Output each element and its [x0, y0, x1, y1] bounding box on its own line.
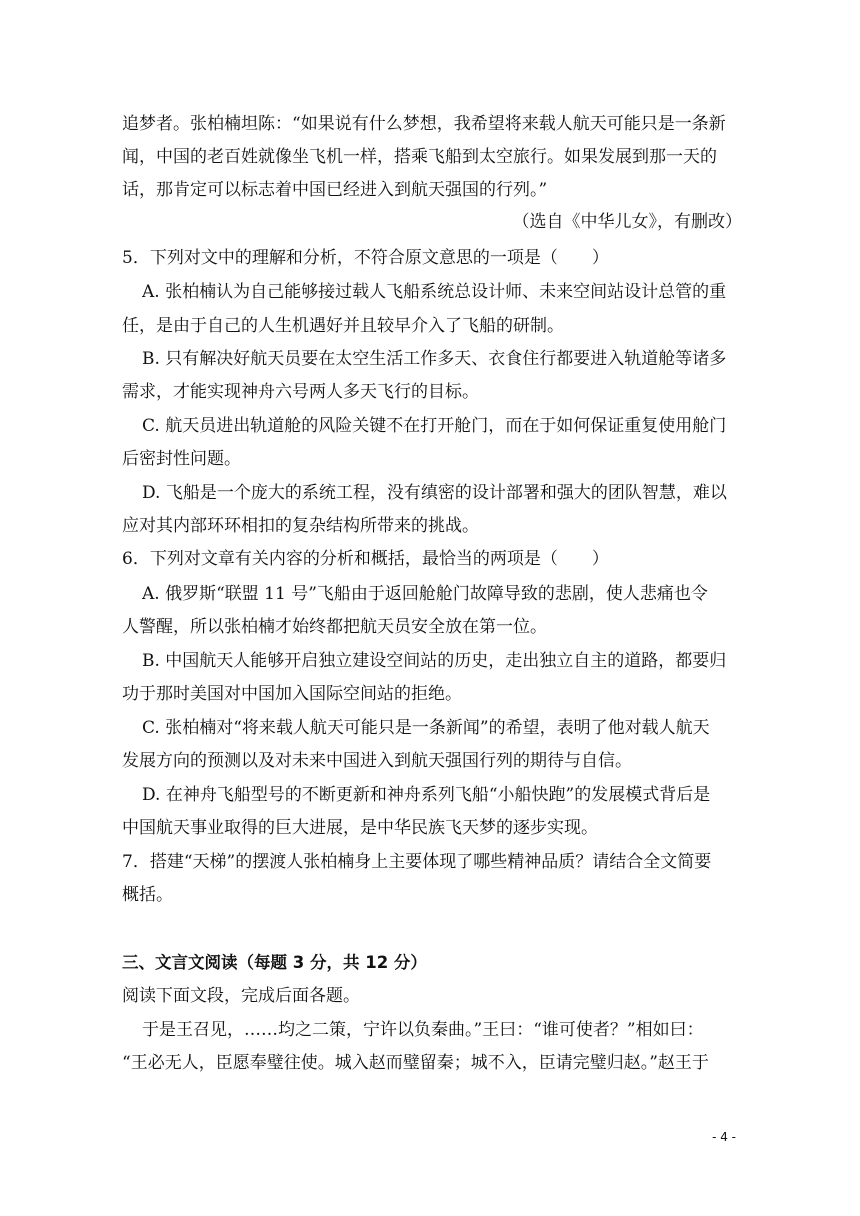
question-5-option-c: C. 航天员进出轨道舱的风险关键不在打开舱门，而在于如何保证重复使用舱门 — [142, 416, 727, 436]
passage-line: 话，那肯定可以标志着中国已经进入到航天强国的行列。” — [122, 180, 548, 200]
question-5-option-a-cont: 任，是由于自己的人生机遇好并且较早介入了飞船的研制。 — [122, 316, 564, 336]
question-6-option-c: C. 张柏楠对“将来载人航天可能只是一条新闻”的希望，表明了他对载人航天 — [142, 718, 710, 738]
question-5-option-d-cont: 应对其内部环环相扣的复杂结构所带来的挑战。 — [122, 516, 479, 536]
question-6-option-a-cont: 人警醒，所以张柏楠才始终都把航天员安全放在第一位。 — [122, 617, 547, 637]
question-6-option-b: B. 中国航天人能够开启独立建设空间站的历史，走出独立自主的道路，都要归 — [142, 651, 727, 671]
question-5-stem: 5．下列对文中的理解和分析，不符合原文意思的一项是（ ） — [122, 248, 609, 268]
question-5-option-b: B. 只有解决好航天员要在太空生活工作多天、衣食住行都要进入轨道舱等诸多 — [142, 349, 727, 369]
question-5-option-c-cont: 后密封性问题。 — [122, 449, 241, 469]
question-6-stem: 6．下列对文章有关内容的分析和概括，最恰当的两项是（ ） — [122, 549, 609, 569]
question-6-option-d-cont: 中国航天事业取得的巨大进展，是中华民族飞天梦的逐步实现。 — [122, 818, 598, 838]
question-5-option-b-cont: 需求，才能实现神舟六号两人多天飞行的目标。 — [122, 382, 479, 402]
passage-line: 追梦者。张柏楠坦陈：“如果说有什么梦想，我希望将来载人航天可能只是一条新 — [122, 114, 726, 134]
section-instruction: 阅读下面文段，完成后面各题。 — [122, 986, 360, 1006]
question-6-option-b-cont: 功于那时美国对中国加入国际空间站的拒绝。 — [122, 684, 462, 704]
passage-line: 闻，中国的老百姓就像坐飞机一样，搭乘飞船到太空旅行。如果发展到那一天的 — [122, 147, 717, 167]
source-note: （选自《中华儿女》，有删改） — [512, 212, 742, 232]
question-6-option-a: A. 俄罗斯“联盟 11 号”飞船由于返回舱舱门故障导致的悲剧，使人悲痛也令 — [142, 584, 708, 604]
page-number: - 4 - — [712, 1130, 736, 1144]
question-7-stem: 7．搭建“天梯”的摆渡人张柏楠身上主要体现了哪些精神品质？请结合全文简要 — [122, 852, 712, 872]
question-6-option-d: D. 在神舟飞船型号的不断更新和神舟系列飞船“小船快跑”的发展模式背后是 — [142, 785, 711, 805]
question-7-stem-cont: 概括。 — [122, 885, 173, 905]
section-heading: 三、文言文阅读（每题 3 分，共 12 分） — [122, 953, 427, 972]
classical-text-line: “王必无人，臣愿奉璧往使。城入赵而璧留秦；城不入，臣请完璧归赵。”赵王于 — [122, 1053, 709, 1073]
classical-text-line: 于是王召见，……均之二策，宁许以负秦曲。”王曰：“谁可使者？”相如曰： — [142, 1020, 704, 1040]
question-6-option-c-cont: 发展方向的预测以及对未来中国进入到航天强国行列的期待与自信。 — [122, 751, 632, 771]
question-5-option-d: D. 飞船是一个庞大的系统工程，没有缜密的设计部署和强大的团队智慧，难以 — [142, 483, 727, 503]
question-5-option-a: A. 张柏楠认为自己能够接过载人飞船系统总设计师、未来空间站设计总管的重 — [142, 282, 727, 302]
